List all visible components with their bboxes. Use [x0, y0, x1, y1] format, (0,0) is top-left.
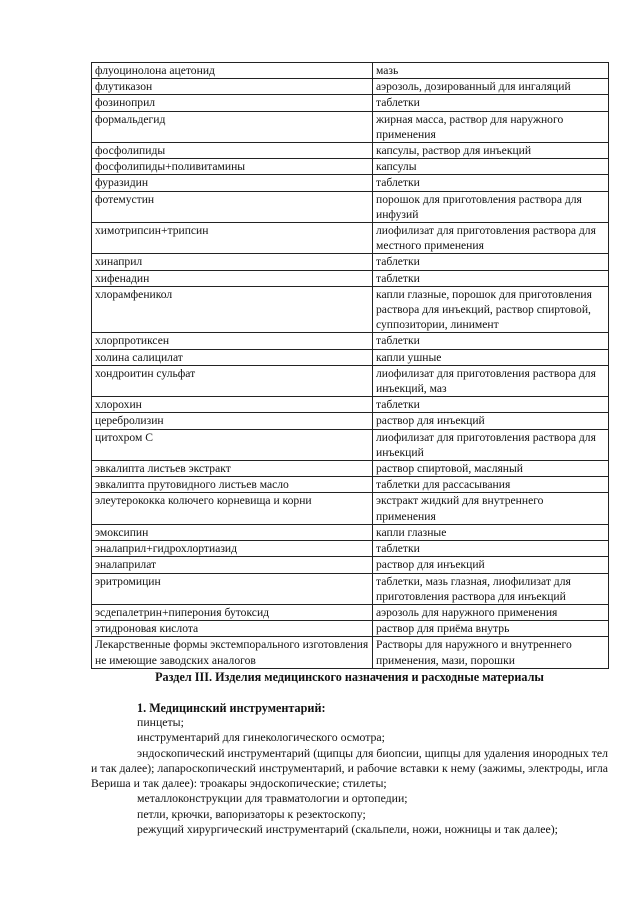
- drug-name-cell: элеутерококка колючего корневища и корни: [92, 493, 373, 524]
- dosage-form-cell: капли глазные, порошок для приготовления раствора для инъекций, раствор спиртовой, суппозитории, линимент: [373, 286, 609, 333]
- table-row: [92, 637, 609, 668]
- table-row: [92, 254, 609, 270]
- table-row: [92, 541, 609, 557]
- drug-name-cell: эмоксипин: [92, 524, 373, 540]
- instrument-list: [91, 715, 608, 837]
- table-row: [92, 175, 609, 191]
- dosage-form-cell: капсулы, раствор для инъекций: [373, 143, 609, 159]
- drug-name-cell: хондроитин сульфат: [92, 365, 373, 396]
- list-item: металлоконструкции для травматологии и ортопедии;: [137, 791, 408, 806]
- list-item: эндоскопический инструментарий (щипцы для биопсии, щипцы для удаления инородных тел и так далее); лапароскопический инструментарий, и рабочие вставки к нему (зажимы, электроды, игла Вериша и так далее): троакары эндоскопические; стилеты;: [91, 745, 608, 791]
- dosage-form-cell: таблетки: [373, 175, 609, 191]
- list-item: режущий хирургический инструментарий (скальпели, ножи, ножницы и так далее);: [137, 822, 558, 837]
- dosage-form-cell: раствор для инъекций: [373, 413, 609, 429]
- drug-name-cell: этидроновая кислота: [92, 621, 373, 637]
- drug-name-cell: хлорпротиксен: [92, 333, 373, 349]
- drug-name-cell: хифенадин: [92, 270, 373, 286]
- table-row: [92, 111, 609, 142]
- table-row: [92, 573, 609, 604]
- drug-name-cell: флутиказон: [92, 79, 373, 95]
- table-row: [92, 95, 609, 111]
- dosage-form-cell: таблетки: [373, 541, 609, 557]
- drug-name-cell: эвкалипта листьев экстракт: [92, 461, 373, 477]
- section-title: Раздел III. Изделия медицинского назначения и расходные материалы: [155, 670, 544, 684]
- list-item: петли, крючки, вапоризаторы к резектоскопу;: [137, 806, 366, 821]
- dosage-form-cell: лиофилизат для приготовления раствора для инъекций, маз: [373, 365, 609, 396]
- drug-name-cell: фуразидин: [92, 175, 373, 191]
- dosage-form-cell: капсулы: [373, 159, 609, 175]
- table-row: [92, 143, 609, 159]
- table-row: [92, 557, 609, 573]
- table-row: [92, 223, 609, 254]
- table-row: [92, 604, 609, 620]
- drug-name-cell: хлорохин: [92, 397, 373, 413]
- drug-name-cell: холина салицилат: [92, 349, 373, 365]
- dosage-form-cell: лиофилизат для приготовления раствора для инъекций: [373, 429, 609, 460]
- dosage-form-cell: таблетки для рассасывания: [373, 477, 609, 493]
- dosage-form-cell: раствор для инъекций: [373, 557, 609, 573]
- dosage-form-cell: капли ушные: [373, 349, 609, 365]
- drug-name-cell: флуоцинолона ацетонид: [92, 63, 373, 79]
- drug-name-cell: Лекарственные формы экстемпорального изготовления не имеющие заводских аналогов: [92, 637, 373, 668]
- dosage-form-cell: таблетки: [373, 254, 609, 270]
- table-row: [92, 286, 609, 333]
- drug-name-cell: эритромицин: [92, 573, 373, 604]
- drug-name-cell: фотемустин: [92, 191, 373, 222]
- drug-forms-table-body: [92, 63, 609, 669]
- dosage-form-cell: экстракт жидкий для внутреннего применения: [373, 493, 609, 524]
- dosage-form-cell: раствор для приёма внутрь: [373, 621, 609, 637]
- dosage-form-cell: лиофилизат для приготовления раствора для местного применения: [373, 223, 609, 254]
- drug-name-cell: эналаприлат: [92, 557, 373, 573]
- dosage-form-cell: аэрозоль для наружного применения: [373, 604, 609, 620]
- dosage-form-cell: мазь: [373, 63, 609, 79]
- drug-name-cell: хлорамфеникол: [92, 286, 373, 333]
- table-row: [92, 397, 609, 413]
- dosage-form-cell: раствор спиртовой, масляный: [373, 461, 609, 477]
- dosage-form-cell: таблетки: [373, 95, 609, 111]
- table-row: [92, 191, 609, 222]
- table-row: [92, 79, 609, 95]
- dosage-form-cell: жирная масса, раствор для наружного применения: [373, 111, 609, 142]
- drug-name-cell: химотрипсин+трипсин: [92, 223, 373, 254]
- drug-name-cell: фосфолипиды+поливитамины: [92, 159, 373, 175]
- drug-name-cell: фозиноприл: [92, 95, 373, 111]
- dosage-form-cell: Растворы для наружного и внутреннего применения, мази, порошки: [373, 637, 609, 668]
- dosage-form-cell: таблетки: [373, 397, 609, 413]
- table-row: [92, 524, 609, 540]
- table-row: [92, 349, 609, 365]
- table-row: [92, 63, 609, 79]
- dosage-form-cell: таблетки, мазь глазная, лиофилизат для приготовления раствора для инъекций: [373, 573, 609, 604]
- table-row: [92, 413, 609, 429]
- drug-forms-table: [91, 62, 609, 669]
- dosage-form-cell: аэрозоль, дозированный для ингаляций: [373, 79, 609, 95]
- drug-name-cell: церебролизин: [92, 413, 373, 429]
- drug-name-cell: формальдегид: [92, 111, 373, 142]
- list-item: инструментарий для гинекологического осмотра;: [137, 730, 385, 745]
- dosage-form-cell: таблетки: [373, 333, 609, 349]
- table-row: [92, 365, 609, 396]
- drug-name-cell: эвкалипта прутовидного листьев масло: [92, 477, 373, 493]
- table-row: [92, 493, 609, 524]
- drug-name-cell: хинаприл: [92, 254, 373, 270]
- table-row: [92, 159, 609, 175]
- dosage-form-cell: порошок для приготовления раствора для инфузий: [373, 191, 609, 222]
- list-item: пинцеты;: [137, 715, 184, 729]
- dosage-form-cell: таблетки: [373, 270, 609, 286]
- table-row: [92, 477, 609, 493]
- table-row: [92, 270, 609, 286]
- drug-name-cell: фосфолипиды: [92, 143, 373, 159]
- drug-name-cell: эсдепалетрин+пиперония бутоксид: [92, 604, 373, 620]
- table-row: [92, 429, 609, 460]
- table-row: [92, 461, 609, 477]
- dosage-form-cell: капли глазные: [373, 524, 609, 540]
- subsection-title: 1. Медицинский инструментарий:: [137, 701, 326, 715]
- drug-name-cell: эналаприл+гидрохлортиазид: [92, 541, 373, 557]
- drug-name-cell: цитохром С: [92, 429, 373, 460]
- table-row: [92, 621, 609, 637]
- table-row: [92, 333, 609, 349]
